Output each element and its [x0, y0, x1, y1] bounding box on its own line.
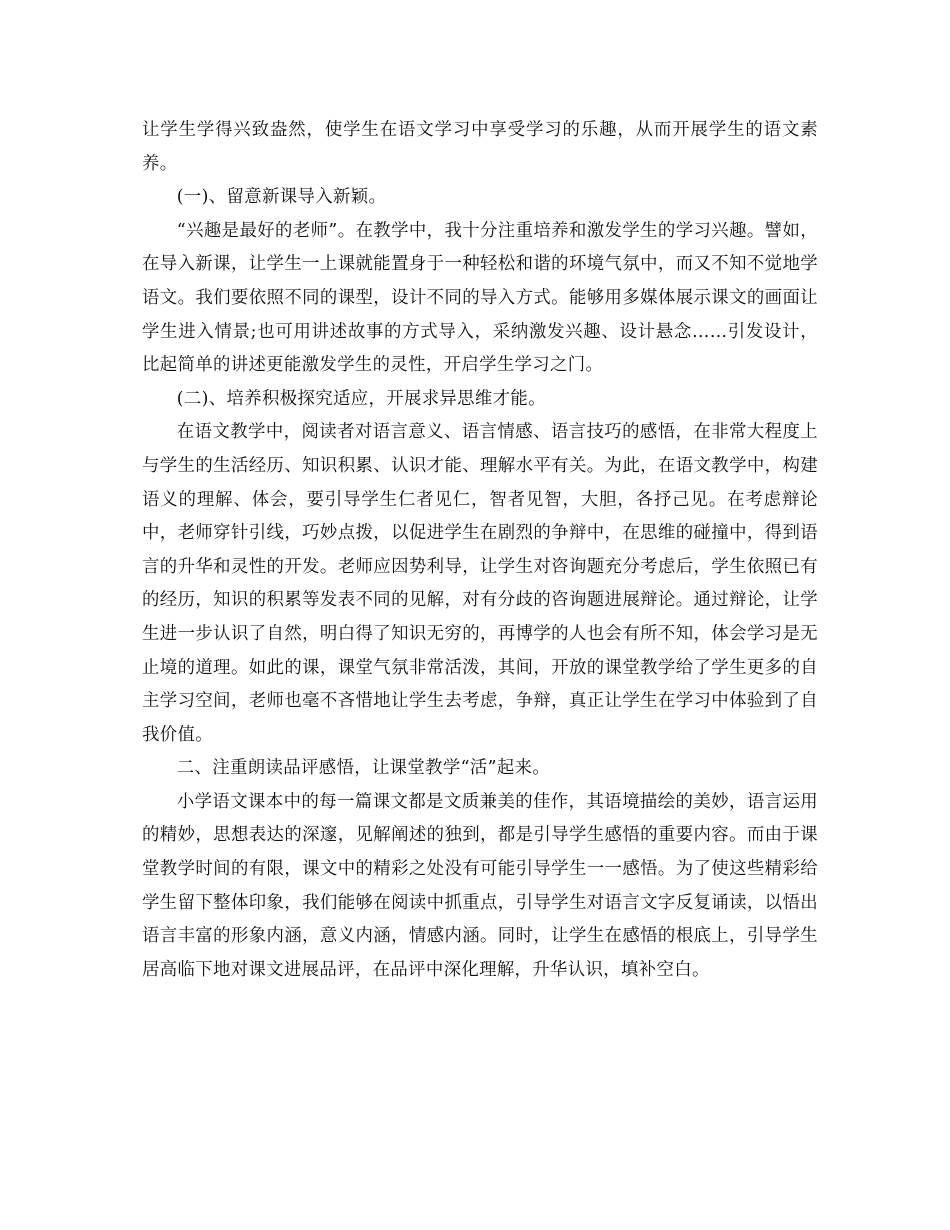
section-heading-3: 二、注重朗读品评感悟，让课堂教学“活”起来。 [176, 758, 551, 779]
section-heading-1: (一)、留意新课导入新颖。 [176, 187, 387, 208]
paragraph-continuation: 让学生学得兴致盎然，使学生在语文学习中享受学习的乐趣，从而开展学生的语文素养。 [142, 120, 818, 174]
document-body [142, 114, 818, 987]
paragraph-debate: 在语文教学中，阅读者对语言意义、语言情感、语言技巧的感悟，在非常大程度上与学生的生活经历、知识积累、认识才能、理解水平有关。为此，在语文教学中，构建语义的理解、体会，要引导学生仁者见仁，智者见智，大胆，各抒己见。在考虑辩论中，老师穿针引线，巧妙点拨，以促进学生在剧烈的争辩中，在思维的碰撞中，得到语言的升华和灵性的开发。老师应因势利导，让学生对咨询题充分考虑后，学生依照已有的经历，知识的积累等发表不同的见解，对有分歧的咨询题进展辩论。通过辩论，让学生进一步认识了自然，明白得了知识无穷的，再博学的人也会有所不知，体会学习是无止境的道理。如此的课，课堂气氛非常活泼，其间，开放的课堂教学给了学生更多的自主学习空间，老师也毫不吝惜地让学生去考虑，争辩，真正让学生在学习中体验到了自我价值。 [142, 422, 818, 745]
section-heading-2: (二)、培养积极探究适应，开展求异思维才能。 [176, 388, 546, 409]
paragraph-reading: 小学语文课本中的每一篇课文都是文质兼美的佳作，其语境描绘的美妙，语言运用的精妙，思想表达的深邃，见解阐述的独到，都是引导学生感悟的重要内容。而由于课堂教学时间的有限，课文中的精彩之处没有可能引导学生一一感悟。为了使这些精彩给学生留下整体印象，我们能够在阅读中抓重点，引导学生对语言文字反复诵读，以悟出语言丰富的形象内涵，意义内涵，情感内涵。同时，让学生在感悟的根底上，引导学生居高临下地对课文进展品评，在品评中深化理解，升华认识，填补空白。 [142, 791, 818, 980]
paragraph-interest: “兴趣是最好的老师”。在教学中，我十分注重培养和激发学生的学习兴趣。譬如，在导入新课，让学生一上课就能置身于一种轻松和谐的环境气氛中，而又不知不觉地学语文。我们要依照不同的课型，设计不同的导入方式。能够用多媒体展示课文的画面让学生进入情景;也可用讲述故事的方式导入，采纳激发兴趣、设计悬念……引发设计，比起简单的讲述更能激发学生的灵性，开启学生学习之门。 [142, 220, 818, 376]
